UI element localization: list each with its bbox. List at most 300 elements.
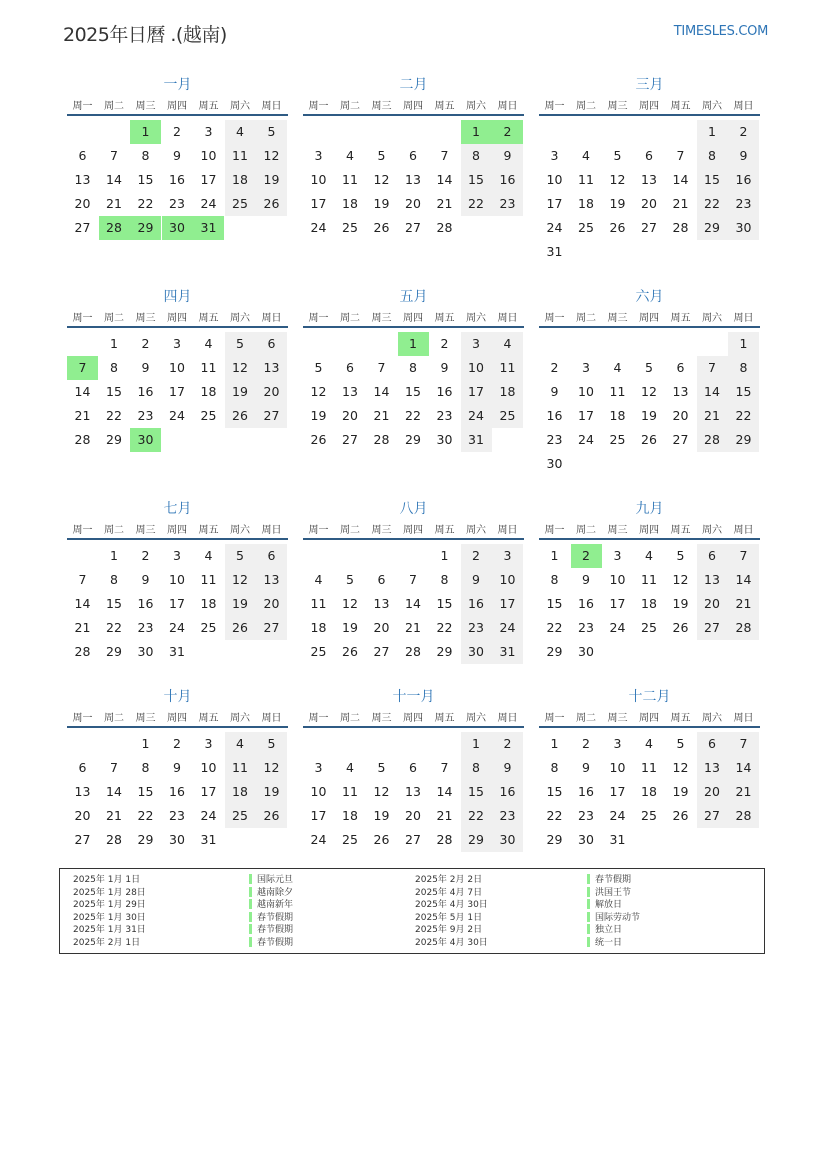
day-cell: 27 [342, 432, 358, 447]
month-6 [539, 286, 760, 476]
weekday-header: 周四 [639, 101, 659, 112]
day-cell: 7 [676, 148, 685, 163]
day-cell: 15 [405, 384, 421, 399]
day-cell: 3 [204, 736, 213, 751]
day-cell: 14 [436, 784, 453, 799]
day-cell: 25 [225, 804, 256, 828]
day-cell: 28 [672, 220, 689, 235]
day-cell: 15 [137, 784, 154, 799]
day-cell: 26 [373, 220, 390, 235]
legend-names-left [257, 874, 293, 949]
day-cell: 12 [310, 384, 327, 399]
legend-color-bar [587, 874, 590, 949]
day-cell: 6 [78, 760, 87, 775]
weekday-header: 周日 [497, 525, 518, 536]
day-cell: 2 [492, 120, 523, 144]
weekday-header: 周二 [104, 313, 124, 324]
day-cell: 2 [141, 336, 150, 351]
day-cell: 9 [728, 144, 759, 168]
holiday-legend [59, 868, 765, 954]
day-cell: 12 [641, 384, 657, 399]
day-cell: 27 [373, 644, 390, 659]
day-cell: 24 [310, 220, 327, 235]
month-name: 五月 [399, 289, 428, 305]
day-cell: 13 [405, 784, 421, 799]
day-cell: 15 [106, 596, 122, 611]
day-cell: 8 [110, 360, 118, 375]
day-cell: 11 [492, 356, 523, 380]
day-cell: 4 [582, 148, 590, 163]
day-cell: 29 [546, 832, 563, 847]
day-cell: 28 [728, 804, 759, 828]
day-cell: 18 [342, 196, 358, 211]
weekday-header: 周三 [607, 313, 628, 324]
month-name: 三月 [635, 77, 664, 93]
day-cell: 20 [697, 592, 728, 616]
header-divider [539, 538, 760, 540]
day-cell: 11 [225, 756, 256, 780]
day-cell: 21 [74, 620, 91, 635]
day-cell: 8 [461, 756, 492, 780]
day-cell: 29 [728, 428, 759, 452]
day-cell: 18 [492, 380, 523, 404]
weekday-header: 周日 [261, 101, 282, 112]
weekday-header: 周日 [733, 713, 754, 724]
day-cell: 3 [492, 544, 523, 568]
day-cell: 17 [200, 784, 217, 799]
weekday-header: 周五 [434, 101, 455, 112]
day-cell: 3 [582, 360, 590, 375]
day-cell: 26 [641, 432, 657, 447]
month-name: 七月 [163, 501, 192, 517]
day-cell: 31 [200, 832, 217, 847]
day-cell: 21 [436, 808, 453, 823]
weekday-header: 周一 [544, 313, 565, 324]
day-cell: 6 [409, 148, 417, 163]
day-cell: 15 [728, 380, 759, 404]
day-cell: 21 [728, 592, 759, 616]
weekday-header: 周日 [261, 313, 282, 324]
legend-holiday-name: 解放日 [595, 900, 623, 910]
day-cell: 17 [492, 592, 523, 616]
day-cell: 11 [310, 596, 327, 611]
month-11 [303, 686, 524, 876]
day-cell: 12 [373, 784, 390, 799]
day-cell: 18 [310, 620, 327, 635]
day-cell: 9 [492, 144, 523, 168]
weekday-header: 周三 [371, 101, 392, 112]
weekday-header: 周四 [403, 313, 423, 324]
month-8 [303, 498, 524, 688]
day-cell: 28 [436, 832, 453, 847]
day-cell: 29 [106, 644, 122, 659]
weekday-header: 周五 [198, 713, 219, 724]
header-divider [303, 726, 524, 728]
weekday-header: 周一 [308, 713, 329, 724]
day-cell: 10 [461, 356, 492, 380]
month-name: 一月 [163, 77, 192, 93]
month-name: 六月 [635, 289, 664, 305]
day-cell: 22 [546, 808, 563, 823]
day-cell: 3 [314, 148, 323, 163]
day-cell: 10 [310, 784, 327, 799]
day-cell: 4 [645, 736, 653, 751]
day-cell: 9 [440, 360, 449, 375]
day-cell: 18 [200, 596, 217, 611]
day-cell: 2 [141, 548, 150, 563]
day-cell: 11 [609, 384, 626, 399]
day-cell: 15 [106, 384, 122, 399]
day-cell: 6 [346, 360, 354, 375]
legend-date: 2025年 4月 30日 [415, 900, 488, 910]
day-cell: 14 [436, 172, 453, 187]
day-cell: 2 [492, 732, 523, 756]
weekday-header: 周二 [104, 713, 124, 724]
day-cell: 6 [409, 760, 417, 775]
day-cell: 23 [492, 192, 523, 216]
day-cell: 5 [225, 332, 256, 356]
day-cell: 1 [728, 332, 759, 356]
day-cell: 24 [578, 432, 594, 447]
legend-date: 2025年 1月 1日 [73, 875, 141, 885]
day-cell: 6 [645, 148, 653, 163]
weekday-header: 周四 [403, 713, 423, 724]
day-cell: 20 [405, 196, 421, 211]
month-name: 九月 [635, 501, 664, 517]
day-cell: 12 [342, 596, 358, 611]
day-cell: 14 [697, 380, 728, 404]
day-cell: 14 [672, 172, 689, 187]
day-cell: 21 [728, 780, 759, 804]
day-cell: 24 [200, 196, 217, 211]
day-cell: 27 [697, 616, 728, 640]
day-cell: 27 [672, 432, 689, 447]
day-cell: 26 [373, 832, 390, 847]
day-cell: 30 [169, 832, 185, 847]
day-cell: 8 [141, 760, 150, 775]
day-cell: 5 [676, 736, 685, 751]
day-cell: 8 [550, 760, 559, 775]
day-cell: 24 [492, 616, 523, 640]
day-cell: 9 [582, 572, 590, 587]
weekday-header: 周一 [72, 525, 93, 536]
day-cell: 26 [225, 404, 256, 428]
day-cell: 10 [546, 172, 563, 187]
weekday-header: 周一 [544, 101, 565, 112]
day-cell: 27 [256, 404, 287, 428]
day-cell: 10 [578, 384, 594, 399]
day-cell: 16 [137, 384, 154, 399]
day-cell: 18 [342, 808, 358, 823]
legend-holiday-name: 国际元旦 [257, 875, 294, 885]
weekday-header: 周日 [497, 313, 518, 324]
day-cell: 8 [697, 144, 728, 168]
day-cell: 19 [225, 380, 256, 404]
header-divider [67, 726, 288, 728]
day-cell: 18 [578, 196, 594, 211]
legend-holiday-name: 春节假期 [257, 912, 294, 923]
day-cell: 19 [672, 784, 689, 799]
day-cell: 19 [225, 592, 256, 616]
weekday-header: 周三 [607, 525, 628, 536]
day-cell: 23 [578, 620, 594, 635]
day-cell: 15 [697, 168, 728, 192]
day-cell: 18 [200, 384, 217, 399]
day-cell: 16 [492, 780, 523, 804]
day-cell: 22 [546, 620, 563, 635]
weekday-header: 周四 [167, 313, 187, 324]
day-cell: 16 [578, 596, 594, 611]
day-cell: 13 [256, 568, 287, 592]
day-cell: 27 [74, 832, 91, 847]
day-cell: 18 [641, 596, 657, 611]
day-cell: 8 [141, 148, 150, 163]
day-cell: 1 [110, 336, 118, 351]
day-cell: 5 [346, 572, 354, 587]
weekday-header: 周三 [607, 101, 628, 112]
day-cell: 21 [697, 404, 728, 428]
weekday-header: 周五 [198, 525, 219, 536]
day-cell: 24 [200, 808, 217, 823]
day-cell: 6 [697, 544, 728, 568]
day-cell: 4 [613, 360, 622, 375]
day-cell: 17 [609, 784, 626, 799]
day-cell: 27 [641, 220, 657, 235]
day-cell: 12 [256, 756, 287, 780]
day-cell: 2 [571, 544, 602, 568]
day-cell: 20 [697, 780, 728, 804]
day-cell: 26 [310, 432, 327, 447]
day-cell: 19 [609, 196, 626, 211]
day-cell: 24 [169, 408, 185, 423]
day-cell: 1 [697, 120, 728, 144]
day-cell: 21 [106, 808, 122, 823]
day-cell: 7 [697, 356, 728, 380]
weekday-header: 周二 [576, 525, 596, 536]
weekday-header: 周六 [702, 713, 722, 724]
weekday-header: 周三 [135, 101, 156, 112]
day-cell: 31 [609, 832, 626, 847]
day-cell: 10 [200, 148, 217, 163]
day-cell: 13 [405, 172, 421, 187]
weekday-header: 周三 [371, 313, 392, 324]
day-cell: 7 [728, 544, 759, 568]
month-name: 二月 [399, 77, 428, 93]
day-cell: 25 [342, 220, 358, 235]
legend-date: 2025年 1月 28日 [73, 887, 146, 898]
weekday-header: 周日 [261, 525, 282, 536]
day-cell: 29 [137, 832, 154, 847]
day-cell: 17 [578, 408, 594, 423]
day-cell: 1 [110, 548, 118, 563]
weekday-header: 周六 [230, 313, 250, 324]
month-7 [67, 498, 288, 688]
day-cell: 22 [461, 804, 492, 828]
day-cell: 7 [67, 356, 98, 380]
weekday-header: 周日 [261, 713, 282, 724]
weekday-header: 周六 [466, 313, 486, 324]
month-3 [539, 74, 760, 264]
day-cell: 17 [200, 172, 217, 187]
weekday-header: 周四 [639, 713, 659, 724]
month-12 [539, 686, 760, 876]
month-name: 十月 [163, 689, 192, 705]
day-cell: 17 [546, 196, 563, 211]
day-cell: 12 [672, 760, 689, 775]
header-divider [303, 538, 524, 540]
day-cell: 2 [550, 360, 559, 375]
legend-color-bar [249, 874, 252, 949]
day-cell: 2 [461, 544, 492, 568]
day-cell: 31 [169, 644, 185, 659]
day-cell: 1 [550, 736, 559, 751]
day-cell: 9 [550, 384, 559, 399]
weekday-header: 周六 [466, 713, 486, 724]
day-cell: 28 [106, 832, 122, 847]
weekday-header: 周日 [497, 101, 518, 112]
weekday-header: 周五 [670, 313, 691, 324]
day-cell: 21 [106, 196, 122, 211]
day-cell: 13 [697, 756, 728, 780]
day-cell: 11 [200, 572, 217, 587]
weekday-header: 周四 [167, 525, 187, 536]
month-10 [67, 686, 288, 876]
day-cell: 7 [110, 760, 118, 775]
day-cell: 26 [609, 220, 626, 235]
day-cell: 13 [641, 172, 657, 187]
page-title: 2025年日曆 .(越南) [63, 24, 227, 46]
day-cell: 27 [405, 832, 421, 847]
day-cell: 12 [373, 172, 390, 187]
legend-holiday-name: 统一日 [595, 937, 623, 948]
day-cell: 30 [578, 832, 594, 847]
day-cell: 20 [373, 620, 390, 635]
day-cell: 26 [225, 616, 256, 640]
day-cell: 10 [169, 360, 185, 375]
day-cell: 15 [461, 168, 492, 192]
day-cell: 13 [342, 384, 358, 399]
day-cell: 3 [613, 548, 622, 563]
day-cell: 3 [550, 148, 559, 163]
day-cell: 12 [225, 356, 256, 380]
weekday-header: 周五 [434, 313, 455, 324]
legend-holiday-name: 独立日 [595, 925, 623, 935]
day-cell: 11 [342, 784, 358, 799]
day-cell: 17 [461, 380, 492, 404]
legend-names-right [595, 874, 640, 949]
day-cell: 22 [436, 620, 453, 635]
weekday-header: 周二 [576, 101, 596, 112]
day-cell: 20 [672, 408, 689, 423]
weekday-header: 周二 [340, 713, 360, 724]
day-cell: 30 [130, 428, 161, 452]
day-cell: 15 [546, 596, 563, 611]
day-cell: 21 [436, 196, 453, 211]
legend-dates-left [73, 874, 146, 949]
day-cell: 8 [409, 360, 417, 375]
day-cell: 6 [676, 360, 685, 375]
weekday-header: 周二 [576, 313, 596, 324]
weekday-header: 周四 [167, 713, 187, 724]
day-cell: 25 [200, 408, 217, 423]
weekday-header: 周三 [135, 313, 156, 324]
day-cell: 6 [78, 148, 87, 163]
weekday-header: 周二 [104, 101, 124, 112]
day-cell: 23 [492, 804, 523, 828]
legend-date: 2025年 5月 1日 [415, 912, 483, 923]
day-cell: 6 [256, 544, 287, 568]
day-cell: 24 [609, 620, 626, 635]
weekday-header: 周四 [403, 101, 423, 112]
day-cell: 20 [342, 408, 358, 423]
day-cell: 19 [641, 408, 657, 423]
header-divider [67, 538, 288, 540]
day-cell: 12 [672, 572, 689, 587]
legend-date: 2025年 2月 1日 [73, 937, 141, 948]
day-cell: 23 [728, 192, 759, 216]
day-cell: 4 [225, 732, 256, 756]
day-cell: 12 [256, 144, 287, 168]
header-divider [539, 114, 760, 116]
day-cell: 7 [78, 572, 87, 587]
weekday-header: 周三 [135, 713, 156, 724]
day-cell: 16 [546, 408, 563, 423]
day-cell: 5 [676, 548, 685, 563]
weekday-header: 周六 [230, 101, 250, 112]
day-cell: 7 [440, 148, 449, 163]
day-cell: 24 [461, 404, 492, 428]
day-cell: 8 [110, 572, 118, 587]
month-name: 十二月 [628, 689, 671, 705]
day-cell: 21 [373, 408, 390, 423]
legend-holiday-name: 洪国王节 [595, 887, 632, 898]
day-cell: 4 [346, 148, 354, 163]
site-link[interactable]: TIMESLES.COM [673, 24, 768, 39]
day-cell: 28 [99, 216, 130, 240]
day-cell: 20 [641, 196, 657, 211]
legend-dates-right [415, 874, 488, 949]
day-cell: 16 [169, 172, 185, 187]
day-cell: 7 [110, 148, 118, 163]
day-cell: 28 [373, 432, 390, 447]
day-cell: 24 [609, 808, 626, 823]
day-cell: 16 [578, 784, 594, 799]
weekday-header: 周一 [308, 313, 329, 324]
day-cell: 30 [436, 432, 453, 447]
day-cell: 11 [641, 760, 657, 775]
day-cell: 25 [609, 432, 626, 447]
day-cell: 28 [697, 428, 728, 452]
day-cell: 12 [225, 568, 256, 592]
weekday-header: 周六 [230, 525, 250, 536]
day-cell: 22 [405, 408, 421, 423]
day-cell: 31 [193, 216, 224, 240]
day-cell: 28 [728, 616, 759, 640]
day-cell: 5 [377, 760, 386, 775]
day-cell: 29 [436, 644, 453, 659]
day-cell: 8 [440, 572, 449, 587]
day-cell: 1 [440, 548, 449, 563]
weekday-header: 周二 [576, 713, 596, 724]
weekday-header: 周六 [702, 313, 722, 324]
day-cell: 23 [436, 408, 453, 423]
day-cell: 29 [697, 216, 728, 240]
header-divider [67, 114, 288, 116]
day-cell: 18 [225, 168, 256, 192]
weekday-header: 周三 [371, 713, 392, 724]
month-9 [539, 498, 760, 688]
day-cell: 26 [672, 620, 689, 635]
